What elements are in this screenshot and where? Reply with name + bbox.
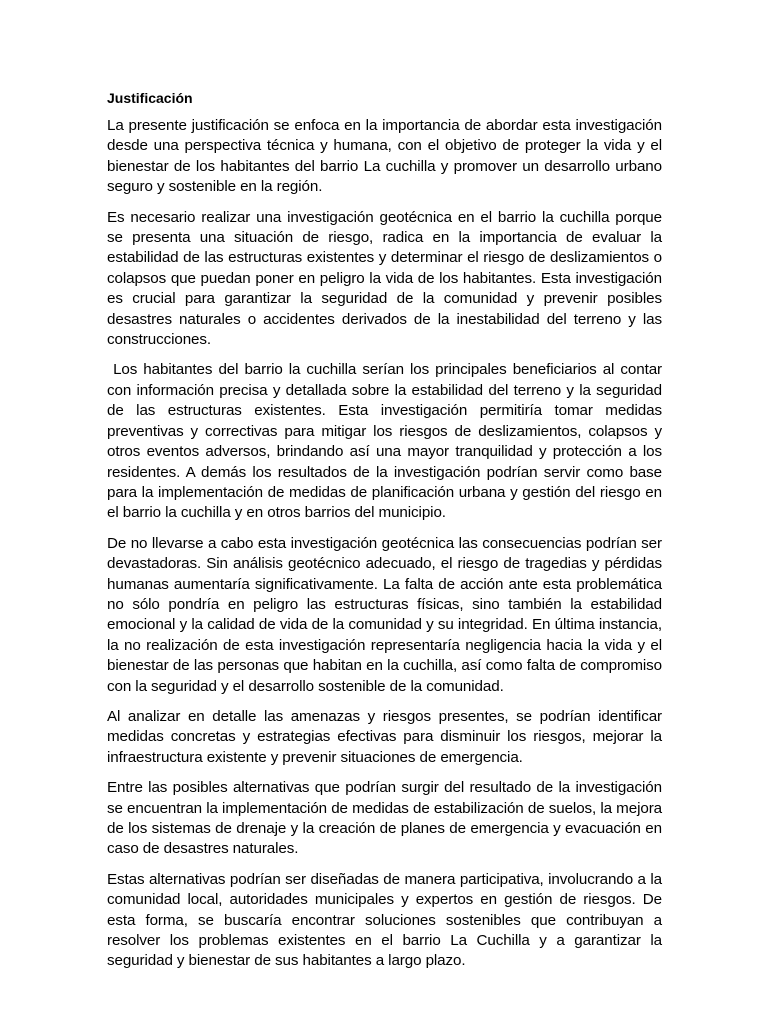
paragraph-alternatives: Entre las posibles alternativas que podrían surgir del resultado de la investigación se encuentran la implementación de medidas de estabilización de suelos, la mejora de los sistemas de drenaje y la creación de planes de emergencia y evacuación en caso de desastres naturales.: [107, 779, 662, 858]
paragraph-consequences: De no llevarse a cabo esta investigación geotécnica las consecuencias podrían ser devastadoras. Sin análisis geotécnico adecuado, el riesgo de tragedias y pérdidas humanas aumentaría significativamente. La falta de acción ante esta problemática no sólo pondría en peligro las estructuras físicas, sino también la estabilidad emocional y la calidad de vida de la comunidad y su integridad. En última instancia, la no realización de esta investigación representaría negligencia hacia la vida y el bienestar de las personas que habitan en la cuchilla, así como falta de compromiso con la seguridad y el desarrollo sostenible de la comunidad.: [107, 534, 662, 695]
paragraph-necessity: Es necesario realizar una investigación geotécnica en el barrio la cuchilla porque se presenta una situación de riesgo, radica en la importancia de evaluar la estabilidad de las estructuras existentes y determinar el riesgo de deslizamientos o colapsos que puedan poner en peligro la vida de los habitantes. Esta investigación es crucial para garantizar la seguridad de la comunidad y prevenir posibles desastres naturales o accidentes derivados de la inestabilidad del terreno y las construcciones.: [107, 208, 662, 349]
paragraph-intro: La presente justificación se enfoca en la importancia de abordar esta investigación desde una perspectiva técnica y humana, con el objetivo de proteger la vida y el bienestar de los habitantes del barrio La cuchilla y promover un desarrollo urbano seguro y sostenible en la región.: [107, 117, 662, 196]
section-heading: Justificación: [107, 90, 193, 106]
document-page: [107, 88, 667, 982]
paragraph-beneficiaries: Los habitantes del barrio la cuchilla serían los principales beneficiarios al contar con información precisa y detallada sobre la estabilidad del terreno y la seguridad de las estructuras existentes. Esta investigación permitiría tomar medidas preventivas y correctivas para mitigar los riesgos de deslizamientos, colapsos y otros eventos adversos, brindando así una mayor tranquilidad y protección a los residentes. A demás los resultados de la investigación podrían servir como base para la implementación de medidas de planificación urbana y gestión del riesgo en el barrio la cuchilla y en otros barrios del municipio.: [107, 361, 667, 522]
paragraph-analysis: Al analizar en detalle las amenazas y riesgos presentes, se podrían identificar medidas concretas y estrategias efectivas para disminuir los riesgos, mejorar la infraestructura existente y prevenir situaciones de emergencia.: [107, 707, 662, 766]
paragraph-participation: Estas alternativas podrían ser diseñadas de manera participativa, involucrando a la comunidad local, autoridades municipales y expertos en gestión de riesgos. De esta forma, se buscaría encontrar soluciones sostenibles que contribuyan a resolver los problemas existentes en el barrio La Cuchilla y a garantizar la seguridad y bienestar de sus habitantes a largo plazo.: [107, 870, 662, 970]
